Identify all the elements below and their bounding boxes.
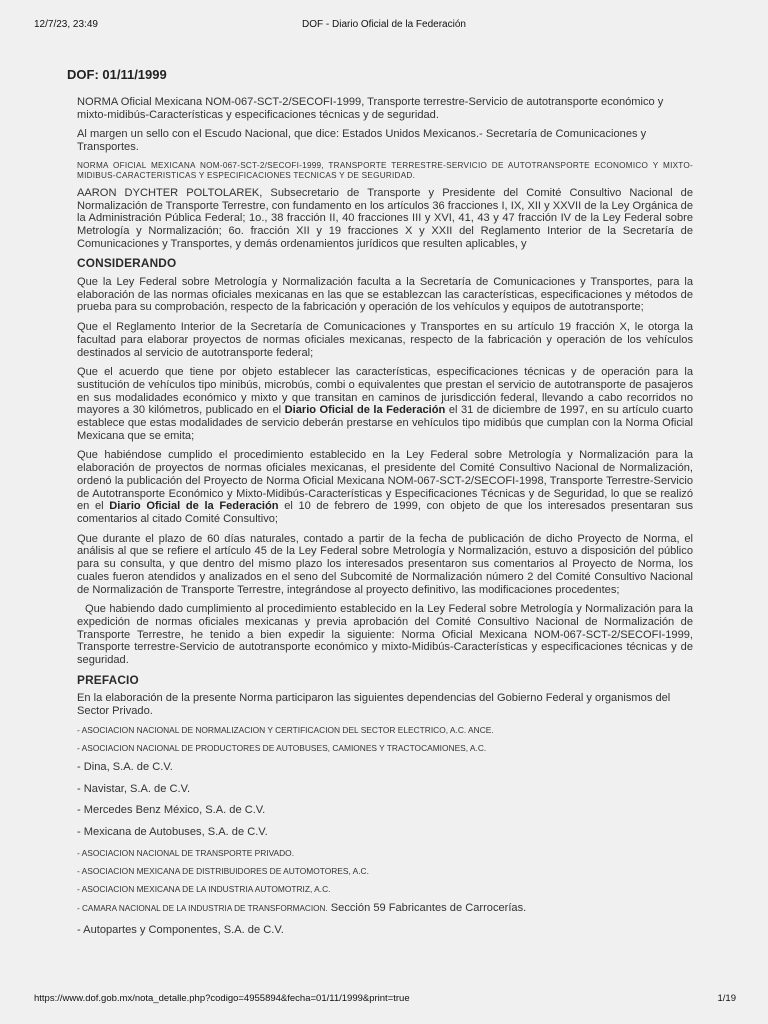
participant-item: - ASOCIACION MEXICANA DE DISTRIBUIDORES DE AUTOMOTORES, A.C. [77, 865, 369, 876]
seal-note: Al margen un sello con el Escudo Nacional, que dice: Estados Unidos Mexicanos.- Secretaría de Comunicaciones y Transportes. [77, 128, 647, 154]
considerando-4-text-b: el 10 de febrero de 1999, con objeto de que los interesados presentaran sus comentarios al citado Comité Consultivo; [77, 500, 693, 525]
considerando-paragraph-2: Que el Reglamento Interior de la Secretaría de Comunicaciones y Transportes en su artículo 19 fracción X, le otorga la facultad para elaborar proyectos de normas oficiales mexicanas, respecto de la fabricación y operación de los vehículos destinados al servicio de autotransporte federal; [77, 321, 693, 359]
norma-title: NORMA Oficial Mexicana NOM-067-SCT-2/SECOFI-1999, Transporte terrestre-Servicio de autotransporte económico y mixto-midibús-Características y especificaciones técnicas y de seguridad. [77, 96, 664, 121]
print-datetime: 12/7/23, 23:49 [34, 19, 98, 30]
considerando-paragraph-5: Que durante el plazo de 60 días naturales, contado a partir de la fecha de publicación de dicho Proyecto de Norma, el análisis al que se refiere el artículo 45 de la Ley Federal sobre Metrología y Normalización, estuvo a disposición del público para su consulta, y que dentro del mismo plazo los interesados presentaron sus comentarios al Proyecto de Norma, los cuales fueron atendidos y analizados en el seno del Subcomité de Normalización número 2 del Comité Consultivo Nacional de Normalización de Transporte Terrestre, integrándose al proyecto definitivo, las modificaciones procedentes; [77, 532, 693, 596]
print-header [34, 19, 734, 33]
heading-considerando: CONSIDERANDO [77, 256, 177, 271]
heading-prefacio: PREFACIO [77, 672, 139, 687]
dof-name-bold: Diario Oficial de la Federación [109, 500, 279, 513]
considerando-3-text-a: Que el acuerdo que tiene por objeto establecer las características, especificaciones técnicas y de operación para la sustitución de vehículos tipo minibús, microbús, combi o equivalentes que prestan el servicio de autotransporte de pasajeros en sus modalidades económico y mixto y que transitan en caminos de jurisdicción federal, llevando a cabo recorridos no mayores a 30 kilómetros, publicado en el [77, 366, 693, 417]
prefacio-paragraph: En la elaboración de la presente Norma participaron las siguientes dependencias del Gobierno Federal y organismos del Sector Privado. [77, 692, 671, 718]
participant-item [77, 902, 693, 916]
participant-item: - ASOCIACION NACIONAL DE PRODUCTORES DE AUTOBUSES, CAMIONES Y TRACTOCAMIONES, A.C. [77, 742, 487, 753]
participant-item: - Autopartes y Componentes, S.A. de C.V. [77, 924, 284, 937]
page-url: https://www.dof.gob.mx/nota_detalle.php?codigo=4955894&fecha=01/11/1999&print=true [34, 993, 410, 1004]
participant-caps: - CAMARA NACIONAL DE LA INDUSTRIA DE TRANSFORMACION. [77, 903, 328, 913]
participant-item: - Mercedes Benz México, S.A. de C.V. [77, 804, 266, 817]
page-number: 1/19 [717, 993, 736, 1004]
considerando-3-text-b: el 31 de diciembre de 1997, en su artículo cuarto establece que estas modalidades de servicio deberán prestarse en vehículos tipo midibús que cumplan con la Norma Oficial Mexicana que se emita; [77, 404, 694, 442]
considerando-paragraph-6: Que habiendo dado cumplimiento al procedimiento establecido en la Ley Federal sobre Metrología y Normalización para la expedición de normas oficiales mexicanas y previa aprobación del Comité Consultivo Nacional de Normalización de Transporte Terrestre, he tenido a bien expedir la siguiente: Norma Oficial Mexicana NOM-067-SCT-2/SECOFI-1999, Transporte terrestre-Servicio de autotransporte económico y mixto-Midibús-Características y especificaciones técnicas y de seguridad. [77, 603, 693, 667]
participant-item: - Navistar, S.A. de C.V. [77, 782, 191, 795]
participant-section: Sección 59 Fabricantes de Carrocerías. [330, 901, 527, 914]
participant-item: - ASOCIACION MEXICANA DE LA INDUSTRIA AUTOMOTRIZ, A.C. [77, 883, 331, 894]
print-title: DOF - Diario Oficial de la Federación [302, 19, 466, 30]
participant-item: - ASOCIACION NACIONAL DE NORMALIZACION Y CERTIFICACION DEL SECTOR ELECTRICO, A.C. ANCE. [77, 724, 494, 735]
participant-item: - Dina, S.A. de C.V. [77, 760, 173, 773]
norma-title-caps: NORMA OFICIAL MEXICANA NOM-067-SCT-2/SECOFI-1999, TRANSPORTE TERRESTRE-SERVICIO DE AUTOTRANSPORTE ECONOMICO Y MIXTO-MIDIBUS-CARACTERISTICAS Y ESPECIFICACIONES TECNICAS Y DE SEGURIDAD. [77, 160, 693, 180]
preamble-paragraph: AARON DYCHTER POLTOLAREK, Subsecretario de Transporte y Presidente del Comité Consultivo Nacional de Normalización de Transporte Terrestre, con fundamento en los artículos 36 fracciones I, IX, XII y XXVII de la Ley Orgánica de la Administración Pública Federal; 1o., 38 fracción II, 40 fracciones III y XVI, 41, 43 y 47 fracción IV de la Ley Federal sobre Metrología y Normalización; 6o. fracción XII y 19 fracciones X y XXII del Reglamento Interior de la Secretaría de Comunicaciones y Transportes, y demás ordenamientos jurídicos que resulten aplicables, y [77, 186, 693, 250]
participant-item: - ASOCIACION NACIONAL DE TRANSPORTE PRIVADO. [77, 847, 295, 858]
dof-name-bold: Diario Oficial de la Federación [284, 404, 446, 417]
considerando-paragraph-1: Que la Ley Federal sobre Metrología y Normalización faculta a la Secretaría de Comunicaciones y Transportes, para la elaboración de las normas oficiales mexicanas en las que se establezcan las características, especificaciones y métodos de prueba para su comprobación, respecto de la fabricación y operación de los vehículos y equipos de autotransporte; [77, 276, 693, 314]
considerando-4-text-a: Que habiéndose cumplido el procedimiento establecido en la Ley Federal sobre Metrología y Normalización para la elaboración de proyectos de normas oficiales mexicanas, el presidente del Comité Consultivo Nacional de Normalización, ordenó la publicación del Proyecto de Norma Oficial Mexicana NOM-067-SCT-2/SECOFI-1998, Transporte Terrestre-Servicio de Autotransporte Económico y Mixto-Midibús-Características y Especificaciones Técnicas y de Seguridad, lo que se realizó en el [77, 449, 693, 513]
print-footer [34, 993, 736, 1007]
dof-date: DOF: 01/11/1999 [67, 67, 167, 82]
considerando-paragraph-3 [77, 366, 693, 442]
considerando-paragraph-4 [77, 449, 693, 525]
document-body [77, 96, 693, 946]
participant-item: - Mexicana de Autobuses, S.A. de C.V. [77, 825, 268, 838]
